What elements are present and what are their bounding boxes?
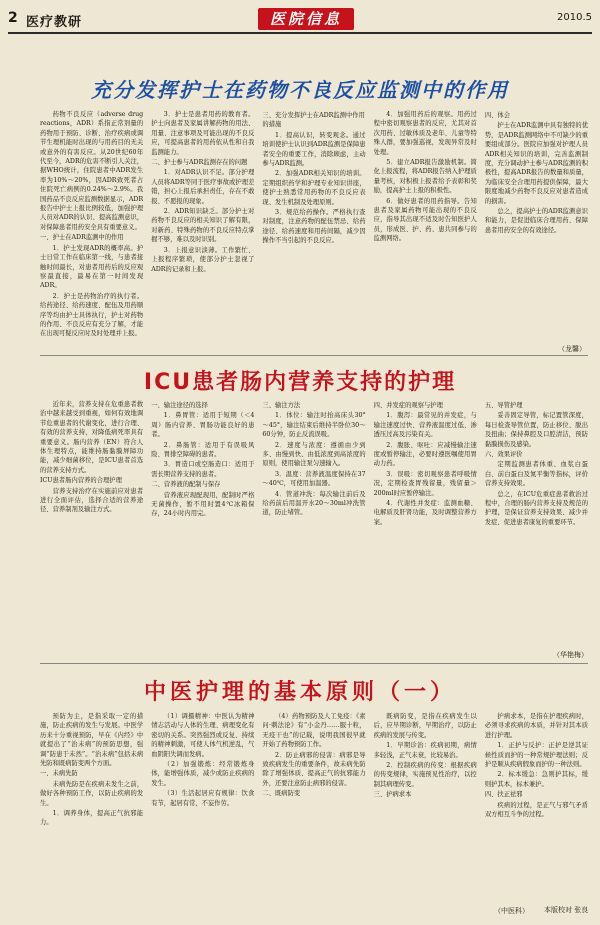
subheading: 二、营养液的配制与保存	[151, 481, 221, 489]
paragraph: 2．防止病邪的侵害：病邪是导致疾病发生的重要条件，故未病先防除了增强体质、提高正气的抗邪能力外，还要注意防止病邪的侵害。	[262, 751, 366, 787]
subheading: 三、护病求本	[373, 791, 412, 799]
paragraph: 1．鼻胃管：适用于短期（＜4周）肠内营养、胃肠功能良好的患者。	[151, 412, 255, 439]
paragraph: 1．早期诊治：疾病初期，病情多轻浅，正气未衰，比较易治。	[373, 742, 477, 759]
paragraph: 未病先防是在疾病未发生之前，做好各种预防工作，以防止疾病的发生。	[40, 780, 144, 807]
section-name: 医疗教研	[26, 15, 83, 30]
subheading: 二、既病防变	[262, 790, 301, 798]
article-body-tcm	[40, 712, 588, 902]
page-number: 2	[8, 10, 18, 26]
paragraph: 1．提高认识，转变观念。通过培训使护士认识到ADR监测是保障患者安全的重要工作，消除顾虑，主动参与ADR监测。	[262, 131, 366, 168]
masthead-divider	[8, 32, 592, 34]
article-column	[374, 110, 477, 340]
article-body-adr	[40, 110, 588, 340]
paragraph: 4．加强用药后的观察。用药过程中密切观察患者的反应，尤其对首次用药、过敏体质及老年、儿童等特殊人群，要加强巡视，发现异常及时处理。	[373, 111, 477, 156]
subheading: 一、输注途径的选择	[151, 402, 208, 409]
paragraph: 定期监测患者体重、血浆白蛋白、前白蛋白及氮平衡等指标，评价营养支持效果。	[484, 461, 589, 488]
subheading: 三、输注方法	[262, 402, 301, 409]
paragraph: 既病防变，是指在疾病发生以后，应早期诊断，早期治疗，以防止疾病的发展与传变。	[373, 713, 477, 739]
paragraph: 总之，在ICU危重症患者救治过程中，合理的肠内营养支持及规范的护理，是保证营养支持效果、减少并发症、促进患者康复的重要环节。	[484, 490, 589, 526]
subheading: 二、护士参与ADR监测存在的问题	[151, 159, 248, 167]
article-column	[262, 712, 365, 902]
article-column	[40, 712, 143, 902]
newspaper-logo: 医院信息	[258, 8, 354, 30]
paragraph: 3．规范给药操作。严格执行查对制度，注意药物的配伍禁忌、给药途径、给药速度和用药间隔，减少因操作不当引起的不良反应。	[262, 209, 366, 245]
subheading: 四、扶正祛邪	[484, 791, 523, 799]
article-divider	[40, 355, 588, 356]
article-byline-tcm: （中医科）	[494, 907, 529, 915]
paragraph: （4）药物预防及人工免疫：《素问·刺法论》有“小金丹……服十粒，无疫干也”的记载，说明我国很早就开始了药物预防工作。	[262, 713, 366, 749]
paragraph: 1．对ADR认识不足。部分护理人员将ADR等同于医疗事故或护理差错，担心上报后承担责任，存在不敢报、不愿报的现象。	[151, 169, 255, 205]
paragraph: 护病求本，是指在护理疾病时，必须寻求疾病的本质，并针对其本质进行护理。	[484, 713, 589, 739]
article-byline-adr: （龙馨）	[558, 345, 586, 353]
article-title-adr: 充分发挥护士在药物不良反应监测中的作用	[91, 78, 509, 102]
paragraph: 3．误吸：密切观察患者呼吸情况，定期检查胃残留量，残留量＞200ml时应暂停输注。	[373, 470, 477, 497]
subheading: 三、充分发挥护士在ADR监测中作用的措施	[262, 112, 365, 129]
article-title-tcm: 中医护理的基本原则（一）	[143, 679, 456, 705]
paragraph: （3）生活起居应有规律：饮食有节，起居有常，不妄作劳。	[151, 790, 255, 807]
paragraph: 5．建立ADR报告激励机制。简化上报流程，将ADR报告纳入护理质量考核，对积极上报者给予表彰和奖励，提高护士上报的积极性。	[373, 159, 477, 195]
masthead	[8, 8, 592, 34]
article-column	[374, 400, 477, 648]
article-column	[262, 400, 365, 648]
paragraph: 1．正护与反护：正护是逆其证候性质而护的一种常规护理法则；反护是顺从疾病假象而护的一种法则。	[484, 742, 589, 769]
paragraph: 1．护士发现ADR的概率高。护士日常工作在临床第一线，与患者接触时间最长，对患者用药后的反应观察最直接，最易在第一时间发现ADR。	[40, 244, 144, 290]
paragraph: 1．体位：输注时抬高床头30°～45°，输注结束后维持半卧位30～60分钟，防止反流误吸。	[262, 412, 366, 439]
article-column	[262, 110, 365, 340]
paragraph: 总之，提高护士的ADR监测意识和能力，是促进临床合理用药、保障患者用药安全的有效途径。	[484, 208, 589, 234]
paragraph: 4．代谢性并发症：监测血糖、电解质及肝肾功能，及时调整营养方案。	[373, 500, 477, 526]
paragraph: 近年来，营养支持在危重患者救治中越来越受到重视，如何有效地调节危重患者的代谢变化，进行合理、有效的营养支持，对降低病死率具有重要意义。肠内营养（EN）符合人体生理特点，能维持肠黏膜屏障功能，减少细菌移位，是ICU患者首选的营养支持方式。	[40, 401, 144, 474]
paragraph: 3．温度：营养液温度保持在37～40℃，可使用加温器。	[262, 470, 366, 488]
article-column	[40, 400, 143, 648]
paragraph: 药物不良反应（adverse drug reactions，ADR）系指正常剂量的药物用于预防、诊断、治疗疾病或调节生理机能时出现的与用药目的无关或意外的有害反应。从20世纪60年代至今，ADR的危害不断引人关注，据WHO统计，住院患者中ADR发生率为10%～20%，因ADR致死者占住院死亡病例的0.24%～2.9%。我国药品不良反应监测数据显示，ADR报告中护士上报比例较低，加强护理人员对ADR的认识、提高监测意识，对保障患者用药安全具有重要意义。	[40, 111, 144, 231]
paragraph: 疾病的过程，是正气与邪气矛盾双方相互斗争的过程。	[484, 801, 589, 819]
paragraph: 2．控制疾病的传变：根据疾病的传变规律，实施预见性治疗，以控制其病理传变。	[373, 762, 477, 788]
subheading: 一、护士在ADR监测中的作用	[40, 234, 124, 242]
article-column	[40, 110, 143, 340]
subheading: ICU患者肠内营养的合理护理	[40, 477, 122, 485]
article-column	[151, 712, 254, 902]
paragraph: 2．加强ADR相关知识的培训。定期组织药学和护理专业知识讲座，使护士熟悉常用药物的不良反应表现、发生机制及处理原则。	[262, 170, 366, 206]
article-byline-icu: （华艳梅）	[553, 651, 588, 659]
paragraph: 护士在ADR监测中具有独特的优势，是ADR监测网络中不可缺少的重要组成部分。医院应加强对护理人员ADR相关知识的培训，完善监测制度，充分调动护士参与ADR监测的积极性，提高ADR报告的数量和质量，为临床安全合理用药提供保障，最大限度地减少药物不良反应对患者造成的损害。	[484, 122, 589, 205]
paragraph: 3．上报意识淡薄。工作繁忙、上报程序繁琐，使部分护士忽视了ADR的记录和上报。	[151, 246, 255, 273]
paragraph: 营养支持治疗在实施前应对患者进行全面评估，选择合适的营养途径、营养制剂及输注方式。	[40, 487, 144, 514]
issue-date: 2010.5	[557, 12, 592, 23]
paragraph: 4．管道冲洗：每次输注前后及给药前后用温开水20～30ml冲洗管道，防止堵管。	[262, 490, 366, 517]
subheading: 六、效果评价	[484, 451, 523, 459]
subheading: 五、导管护理	[484, 402, 523, 409]
paragraph: 3．胃造口或空肠造口：适用于需长期营养支持的患者。	[151, 461, 255, 478]
paragraph: 预防为主，是指采取一定的措施，防止疾病的发生与发展。中医学历来十分重视预防，早在《内经》中就提出了“治未病”的预防思想，强调“防患于未然”。“治未病”包括未病先防和既病防变两个方面。	[40, 713, 144, 768]
paragraph: （2）加强锻炼：经常锻炼身体，能增强体质，减少或防止疾病的发生。	[151, 761, 255, 787]
article-column	[485, 712, 588, 902]
subheading: 一、未病先防	[40, 770, 78, 778]
paragraph: 6．做好患者的用药指导。告知患者及家属药物可能出现的不良反应，指导其出现不适及时告知医护人员，形成医、护、药、患共同参与的监测网络。	[373, 197, 477, 243]
paragraph: 妥善固定导管，标记置管深度，每日检查导管位置，防止移位、脱出及扭曲；保持鼻腔及口腔清洁，预防黏膜损伤及感染。	[484, 412, 589, 448]
article-column	[485, 400, 588, 648]
paragraph: 2．速度与浓度：遵循由少到多、由慢到快、由低浓度到高浓度的原则，使用输注泵匀速输入。	[262, 441, 366, 468]
article-divider	[40, 663, 588, 664]
paragraph: 1．腹泻：最常见的并发症，与输注速度过快、营养液温度过低、渗透压过高及污染有关。	[373, 412, 477, 439]
article-column	[151, 400, 254, 648]
article-body-icu	[40, 400, 588, 648]
article-title-icu: ICU患者肠内营养支持的护理	[143, 370, 457, 395]
proofreader-credit: 本版校对 张良	[544, 906, 589, 914]
paragraph: 2．腹胀、呕吐：应减慢输注速度或暂停输注，必要时遵医嘱使用胃动力药。	[373, 441, 477, 468]
paragraph: 营养液应现配现用，配制时严格无菌操作，暂不用时置4℃冰箱保存，24小时内用完。	[151, 491, 255, 518]
subheading: 四、体会	[484, 112, 510, 119]
paragraph: 3．护士是患者用药的教育者。护士向患者及家属讲解药物的用法、用量、注意事项及可能出现的不良反应，可提高患者的用药依从性和自我监测能力。	[151, 111, 255, 156]
paragraph: 2．护士是药物治疗的执行者。给药途径、给药速度、配伍及用药顺序等均由护士具体执行，护士对药物的作用、不良反应有充分了解，才能在出现可疑反应时及时处理并上报。	[40, 292, 144, 338]
article-column	[151, 110, 254, 340]
article-column	[374, 712, 477, 902]
paragraph: 2．ADR知识缺乏。部分护士对药物不良反应的相关知识了解有限，对新药、特殊药物的不良反应特点掌握不够，难以及时识别。	[151, 208, 255, 244]
paragraph: 2．标本缓急：急则护其标，缓则护其本，标本兼护。	[484, 771, 589, 788]
paragraph: 2．鼻肠管：适用于有误吸风险、胃排空障碍的患者。	[151, 441, 255, 459]
paragraph: 1．调养身体，提高正气抗邪能力。	[40, 810, 144, 827]
paragraph: （1）调摄精神：中医认为精神情志活动与人体的生理、病理变化有密切的关系。突然强烈或反复、持续的精神刺激，可使人体气机逆乱，气血阴阳失调而发病。	[151, 713, 255, 758]
article-column	[485, 110, 588, 340]
subheading: 四、并发症的观察与护理	[373, 402, 443, 409]
